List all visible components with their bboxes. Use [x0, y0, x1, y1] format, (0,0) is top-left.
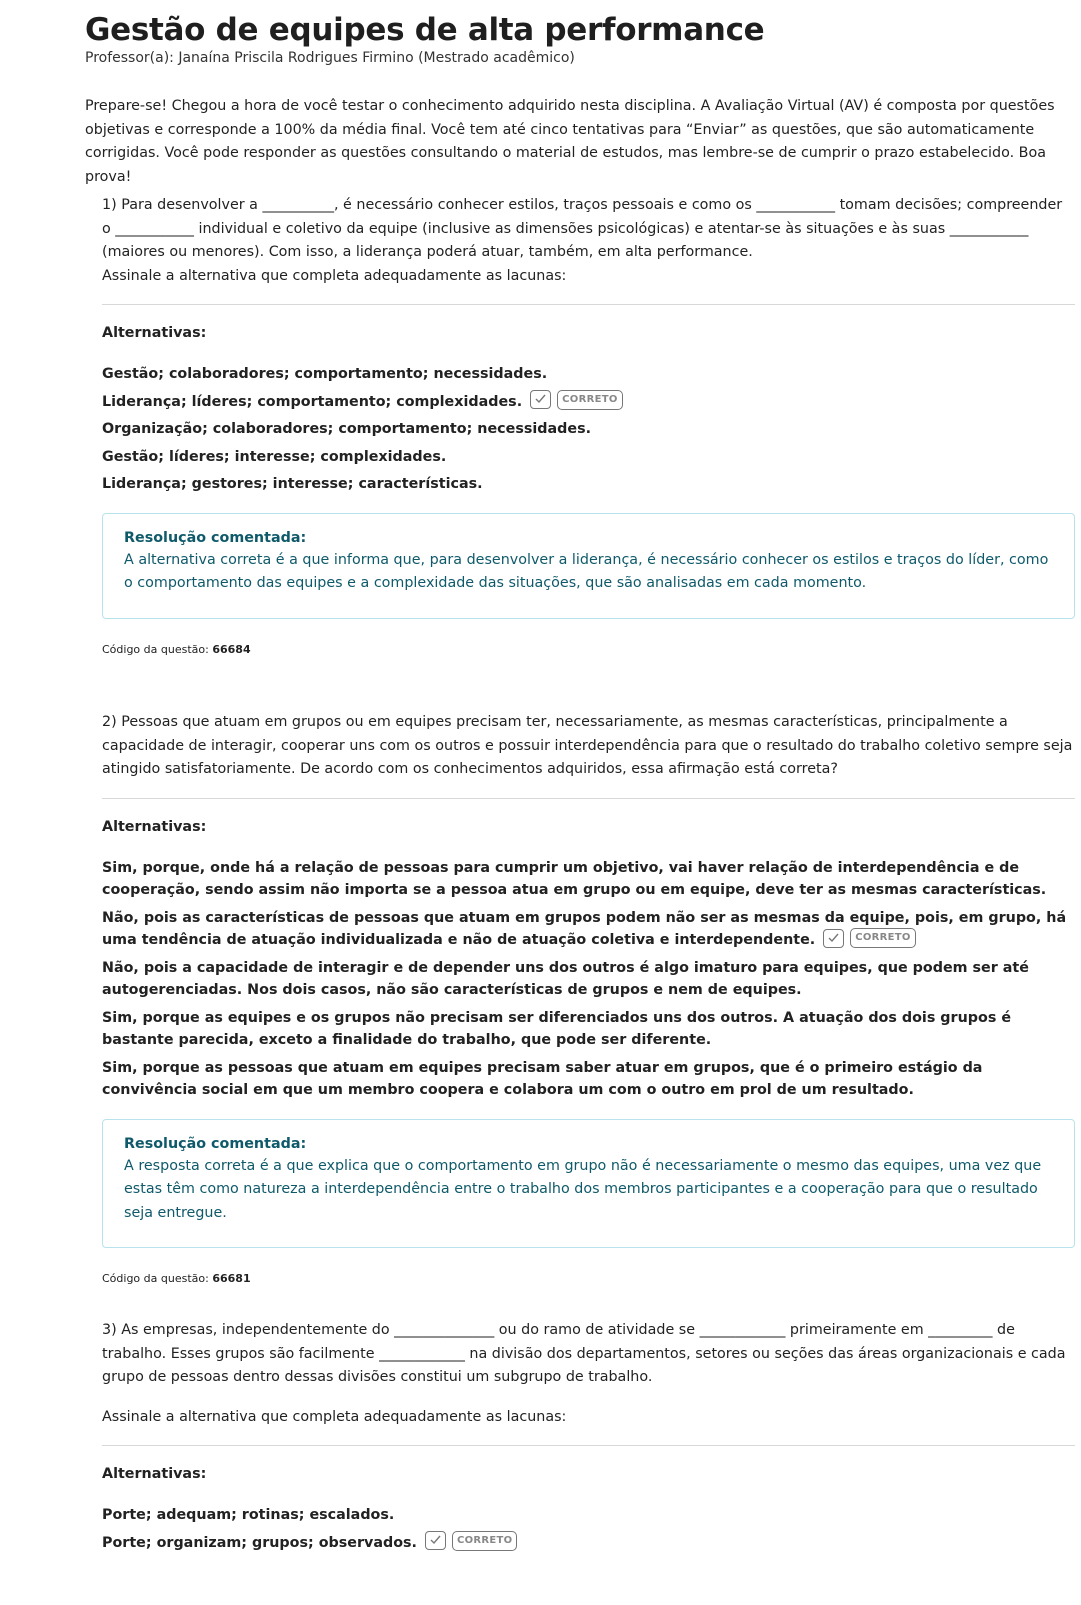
alternative-text: Não, pois a capacidade de interagir e de depender uns dos outros é algo imaturo para equipes, que podem ser até autogerenciadas. Nos dois casos, não são características de grupos e nem de equipes.	[102, 959, 1029, 998]
alternative[interactable]	[102, 418, 1075, 441]
question-code-value: 66681	[212, 1272, 251, 1285]
question-text	[102, 194, 1075, 288]
alternative-text: Sim, porque, onde há a relação de pessoas para cumprir um objetivo, vai haver relação de interdependência e de cooperação, sendo assim não importa se a pessoa atua em grupo ou em equipe, deve ter as mesmas características.	[102, 859, 1047, 898]
alternative[interactable]	[102, 1504, 1075, 1527]
correct-badge: CORRETO	[557, 390, 623, 410]
resolution-text: A alternativa correta é a que informa que, para desenvolver a liderança, é necessário conhecer os estilos e traços do líder, como o comportamento das equipes e a complexidade das situações, que são analisadas em cada momento.	[124, 551, 1049, 591]
alternative[interactable]	[102, 446, 1075, 469]
alternative[interactable]	[102, 473, 1075, 496]
question-2	[102, 711, 1075, 1286]
resolution-box	[102, 513, 1075, 619]
question-instruction: Assinale a alternativa que completa adequadamente as lacunas:	[102, 267, 567, 284]
resolution-text: A resposta correta é a que explica que o comportamento em grupo não é necessariamente o mesmo das equipes, uma vez que estas têm como natureza a interdependência entre o trabalho dos membros participantes e a cooperação para que o resultado seja entregue.	[124, 1157, 1042, 1221]
alternative-text: Porte; organizam; grupos; observados.	[102, 1534, 417, 1551]
professor-name: Professor(a): Janaína Priscila Rodrigues Firmino (Mestrado acadêmico)	[85, 50, 575, 66]
alternative-correct[interactable]	[102, 1532, 1075, 1555]
alternative-text: Organização; colaboradores; comportamento; necessidades.	[102, 421, 592, 437]
intro-text: Prepare-se! Chegou a hora de você testar o conhecimento adquirido nesta disciplina. A Avaliação Virtual (AV) é composta por questões objetivas e corresponde a 100% da média final. Você tem até cinco tentativas para “Enviar” as questões, que são automaticamente corrigidas. Você pode responder as questões consultando o material de estudos, mas lembre-se de cumprir o prazo estabelecido. Boa prova!	[85, 98, 1055, 185]
question-1	[102, 194, 1075, 657]
alternative-text: Sim, porque as pessoas que atuam em equipes precisam saber atuar em grupos, que é o primeiro estágio da convivência social em que um membro coopera e colabora um com o outro em prol de um resultado.	[102, 1059, 983, 1098]
alternative-text: Sim, porque as equipes e os grupos não precisam ser diferenciados uns dos outros. A atuação dos dois grupos é bastante parecida, exceto a finalidade do trabalho, que pode ser diferente.	[102, 1009, 1012, 1048]
alternatives-list	[102, 1504, 1075, 1554]
question-text	[102, 711, 1075, 782]
alternatives-title: Alternativas:	[102, 1466, 207, 1482]
alternative-text: Não, pois as características de pessoas que atuam em grupos podem não ser as mesmas da equipe, pois, em grupo, há uma tendência de atuação individualizada e não de atuação coletiva e interdependente.	[102, 909, 1067, 948]
divider	[102, 304, 1075, 305]
alternative[interactable]	[102, 957, 1075, 1002]
alternative-correct[interactable]	[102, 391, 1075, 414]
page-title: Gestão de equipes de alta performance	[85, 12, 765, 48]
question-code-value: 66684	[212, 642, 251, 656]
divider	[102, 798, 1075, 799]
check-icon	[530, 390, 551, 409]
alternative-text: Gestão; colaboradores; comportamento; necessidades.	[102, 366, 548, 382]
alternative-text: Liderança; líderes; comportamento; complexidades.	[102, 393, 523, 410]
correct-badge: CORRETO	[850, 928, 916, 948]
question-code	[102, 643, 1075, 657]
question-code-label: Código da questão:	[102, 642, 209, 656]
alternative-text: Liderança; gestores; interesse; características.	[102, 476, 483, 492]
check-icon	[823, 929, 844, 948]
resolution-box	[102, 1119, 1075, 1249]
alternative[interactable]	[102, 1057, 1075, 1102]
alternatives-list	[102, 363, 1075, 496]
alternative[interactable]	[102, 857, 1075, 902]
divider	[102, 1445, 1075, 1446]
question-3	[102, 1319, 1075, 1559]
question-text	[102, 1319, 1075, 1429]
question-statement: 2) Pessoas que atuam em grupos ou em equipes precisam ter, necessariamente, as mesmas características, principalmente a capacidade de interagir, cooperar uns com os outros e possuir interdependência para que o resultado do trabalho coletivo sempre seja atingido satisfatoriamente. De acordo com os conhecimentos adquiridos, essa afirmação está correta?	[102, 714, 1073, 777]
question-code-label: Código da questão:	[102, 1272, 209, 1285]
resolution-title: Resolução comentada:	[124, 1135, 307, 1152]
alternatives-title: Alternativas:	[102, 325, 207, 341]
alternatives-title: Alternativas:	[102, 818, 207, 835]
alternative[interactable]	[102, 1007, 1075, 1052]
question-statement: 3) As empresas, independentemente do ______________ ou do ramo de atividade se ____________ primeiramente em _________ de trabalho. Esses grupos são facilmente ____________ na divisão dos departamentos, setores ou seções das áreas organizacionais e cada grupo de pessoas dentro dessas divisões constitui um subgrupo de trabalho.	[102, 1322, 1066, 1385]
correct-badge: CORRETO	[452, 1531, 518, 1551]
alternative-correct[interactable]	[102, 907, 1075, 952]
alternative-text: Gestão; líderes; interesse; complexidades.	[102, 448, 447, 465]
resolution-title: Resolução comentada:	[124, 529, 307, 546]
alternative[interactable]	[102, 363, 1075, 386]
page-header	[85, 10, 1075, 68]
alternatives-list	[102, 857, 1075, 1102]
check-icon	[425, 1531, 446, 1550]
question-code	[102, 1272, 1075, 1286]
alternative-text: Porte; adequam; rotinas; escalados.	[102, 1507, 395, 1523]
question-statement: 1) Para desenvolver a __________, é necessário conhecer estilos, traços pessoais e como os ___________ tomam decisões; compreender o ___________ individual e coletivo da equipe (inclusive as dimensões psicológicas) e atentar-se às situações e às suas ___________ (maiores ou menores). Com isso, a liderança poderá atuar, também, em alta performance.	[102, 197, 1063, 260]
question-instruction: Assinale a alternativa que completa adequadamente as lacunas:	[102, 1408, 567, 1425]
